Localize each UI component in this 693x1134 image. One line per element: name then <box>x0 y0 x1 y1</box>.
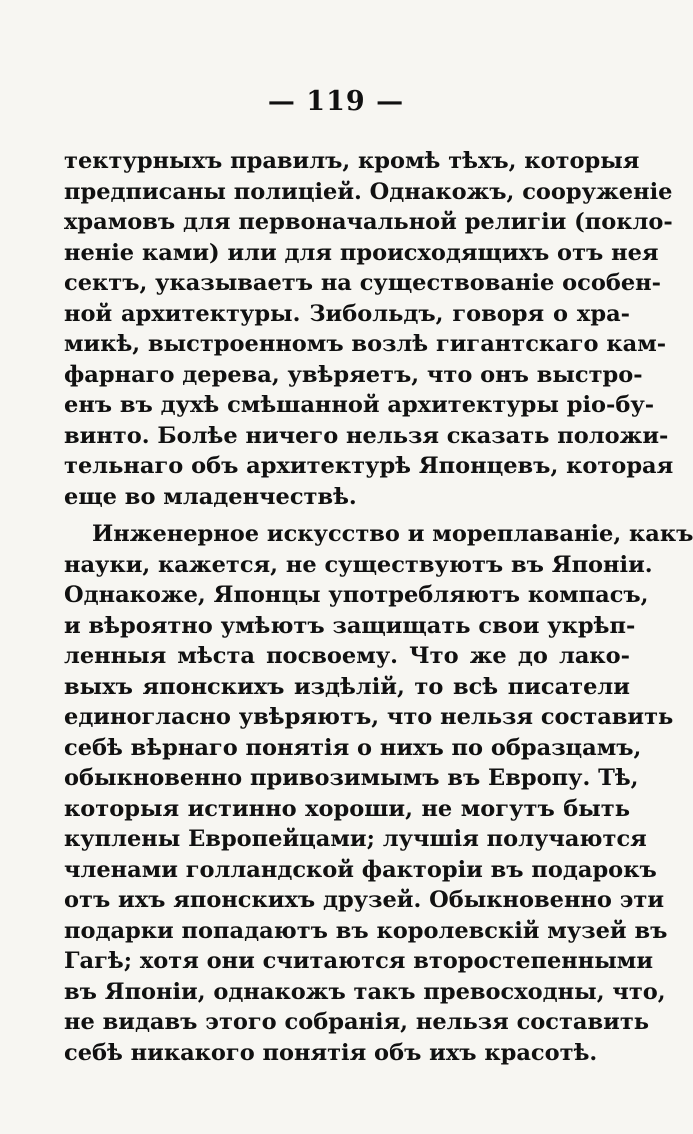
text-line: себѣ никакого понятія объ ихъ красотѣ. <box>64 1039 598 1066</box>
body-text <box>64 146 693 1068</box>
paragraph-1 <box>64 146 674 512</box>
page-number: — 119 — <box>267 86 405 117</box>
text-line: и вѣроятно умѣютъ защищать свои укрѣп- <box>64 612 636 639</box>
text-line: предписаны полиціей. Однакожъ, сооруженіе <box>64 178 673 205</box>
text-line: фарнаго дерева, увѣряетъ, что онъ выстро- <box>64 361 643 388</box>
text-line: ленныя мѣста посвоему. Что же до лако- <box>64 643 630 669</box>
text-line: куплены Европейцами; лучшія получаются <box>64 826 647 852</box>
text-line: Однакоже, Японцы употребляютъ компасъ, <box>64 582 649 608</box>
text-line: Гагѣ; хотя они считаются второстепенными <box>64 948 654 974</box>
text-line: членами голландской факторіи въ подарокъ <box>64 856 657 883</box>
text-line: неніе ками) или для происходящихъ отъ нея <box>64 239 659 266</box>
text-line: которыя истинно хороши, не могутъ быть <box>64 795 630 822</box>
text-line: отъ ихъ японскихъ друзей. Обыкновенно эти <box>64 887 665 913</box>
text-line: храмовъ для первоначальной религіи (покло- <box>64 209 673 235</box>
text-line: енъ въ духѣ смѣшанной архитектуры ріо-бу- <box>64 392 655 418</box>
text-line: ной архитектуры. Зибольдъ, говоря о хра- <box>64 300 630 327</box>
text-line: не видавъ этого собранія, нельзя составить <box>64 1009 650 1035</box>
text-line: винто. Болѣе ничего нельзя сказать положи- <box>64 422 669 449</box>
text-line: обыкновенно привозимымъ въ Европу. Тѣ, <box>64 765 639 791</box>
text-line: науки, кажется, не существуютъ въ Японіи. <box>64 551 653 578</box>
text-line: выхъ японскихъ издѣлій, то всѣ писатели <box>64 673 630 700</box>
paragraph-2 <box>64 519 693 1068</box>
text-line: сектъ, указываетъ на существованіе особен- <box>64 270 661 296</box>
text-line: тектурныхъ правилъ, кромѣ тѣхъ, которыя <box>64 148 640 174</box>
text-line: подарки попадаютъ въ королевскій музей въ <box>64 917 668 944</box>
text-line: въ Японіи, однакожъ такъ превосходны, что, <box>64 978 666 1005</box>
text-line: Инженерное искусство и мореплаваніе, какъ <box>92 521 693 547</box>
text-line: микѣ, выстроенномъ возлѣ гигантскаго кам- <box>64 331 667 357</box>
text-line: тельнаго объ архитектурѣ Японцевъ, которая <box>64 453 674 479</box>
text-line: единогласно увѣряютъ, что нельзя составить <box>64 704 674 730</box>
text-line: еще во младенчествѣ. <box>64 483 357 510</box>
text-line: себѣ вѣрнаго понятія о нихъ по образцамъ, <box>64 734 642 761</box>
